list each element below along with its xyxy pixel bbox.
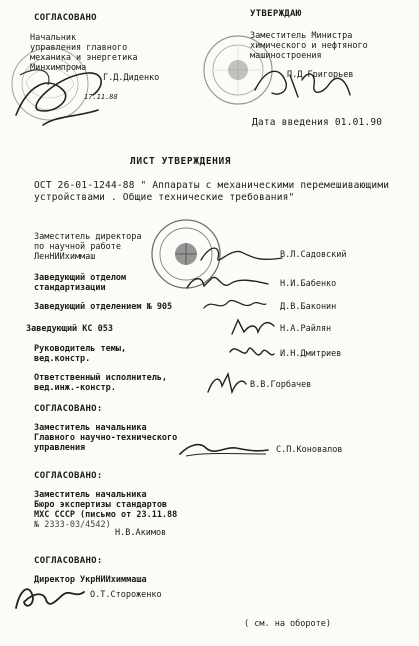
agreed-2-line-2: Бюро экспертизы стандартов bbox=[34, 500, 168, 510]
agreed-1-heading: СОГЛАСОВАНО: bbox=[34, 404, 103, 414]
agreed-2-heading: СОГЛАСОВАНО: bbox=[34, 471, 103, 481]
approval-left-date: 17.11.88 bbox=[84, 93, 118, 101]
agreed-3-signature bbox=[10, 580, 90, 616]
signatory-5-role-line-1: Руководитель темы, bbox=[34, 344, 127, 354]
effective-date: Дата введения 01.01.90 bbox=[252, 117, 383, 128]
signatory-1-role-line-1: Заместитель директора bbox=[34, 232, 142, 242]
signatory-4-role-line-1: Заведующий КС 053 bbox=[26, 324, 113, 334]
agreed-1-signature bbox=[176, 436, 272, 462]
sheet-title: ЛИСТ УТВЕРЖДЕНИЯ bbox=[130, 156, 232, 167]
signatory-6-role-line-1: Ответственный исполнитель, bbox=[34, 373, 168, 383]
approval-left-name: Г.Д.Диденко bbox=[103, 73, 160, 83]
agreed-1-name: С.П.Коновалов bbox=[276, 445, 343, 455]
agreed-2-line-4: № 2333-03/4542) bbox=[34, 520, 111, 530]
footer-note: ( см. на обороте) bbox=[244, 619, 331, 629]
approval-right-line-2: химического и нефтяного bbox=[250, 41, 368, 51]
agreed-2-line-3: МХС СССР (письмо от 23.11.88 bbox=[34, 510, 178, 520]
signatory-1-role-line-2: по научной работе bbox=[34, 242, 121, 252]
signatory-4-name: Н.А.Райлян bbox=[280, 324, 332, 334]
agreed-2-name: Н.В.Акимов bbox=[115, 528, 167, 538]
signatory-1-signature bbox=[196, 238, 286, 268]
approval-right-name: П.Д.Григорьев bbox=[287, 70, 354, 80]
approval-right-heading: УТВЕРЖДАЮ bbox=[250, 9, 302, 19]
approval-right-line-1: Заместитель Министра bbox=[250, 31, 353, 41]
signatory-3-signature bbox=[200, 294, 270, 316]
left-handwritten-signature bbox=[8, 55, 118, 130]
approval-left-line-1: Начальник bbox=[30, 33, 77, 43]
signatory-2-signature bbox=[182, 270, 272, 296]
signatory-6-signature bbox=[204, 370, 250, 398]
signatory-1-role-line-3: ЛенНИИхиммаш bbox=[34, 252, 96, 262]
agreed-2-line-1: Заместитель начальника bbox=[34, 490, 147, 500]
agreed-1-line-2: Главного научно-технического bbox=[34, 433, 178, 443]
standard-description-line-1: ОСТ 26-01-1244-88 " Аппараты с механическими перемешивающими bbox=[34, 180, 390, 191]
agreed-3-heading: СОГЛАСОВАНО: bbox=[34, 556, 103, 566]
signatory-3-name: Д.В.Баконин bbox=[280, 302, 337, 312]
signatory-2-role-line-2: стандартизации bbox=[34, 283, 106, 293]
agreed-3-line-1: Директор УкрНИИхиммаша bbox=[34, 575, 147, 585]
signatory-2-role-line-1: Заведующий отделом bbox=[34, 273, 127, 283]
signatory-6-name: В.В.Горбачев bbox=[250, 380, 312, 390]
signatory-4-signature bbox=[228, 314, 278, 340]
signatory-3-role-line-1: Заведующий отделением № 905 bbox=[34, 302, 173, 312]
standard-description-line-2: устройствами . Общие технические требования" bbox=[34, 192, 295, 203]
signatory-2-name: Н.И.Бабенко bbox=[280, 279, 337, 289]
signatory-5-name: И.Н.Дмитриев bbox=[280, 349, 342, 359]
signatory-1-name: В.Л.Садовский bbox=[280, 250, 347, 260]
agreed-1-line-3: управления bbox=[34, 443, 86, 453]
signatory-5-role-line-2: вед.констр. bbox=[34, 354, 91, 364]
agreed-1-line-1: Заместитель начальника bbox=[34, 423, 147, 433]
approval-right-line-3: машиностроения bbox=[250, 51, 322, 61]
approval-left-line-3: механика и энергетика bbox=[30, 53, 138, 63]
signatory-6-role-line-2: вед.инж.-констр. bbox=[34, 383, 116, 393]
approval-left-line-2: управления главного bbox=[30, 43, 128, 53]
agreed-3-name: О.Т.Стороженко bbox=[90, 590, 162, 600]
right-handwritten-signature bbox=[250, 55, 360, 105]
approval-left-line-4: Минхимпрома bbox=[30, 63, 87, 73]
approval-left-heading: СОГЛАСОВАНО bbox=[34, 13, 97, 23]
signatory-5-signature bbox=[226, 340, 278, 366]
